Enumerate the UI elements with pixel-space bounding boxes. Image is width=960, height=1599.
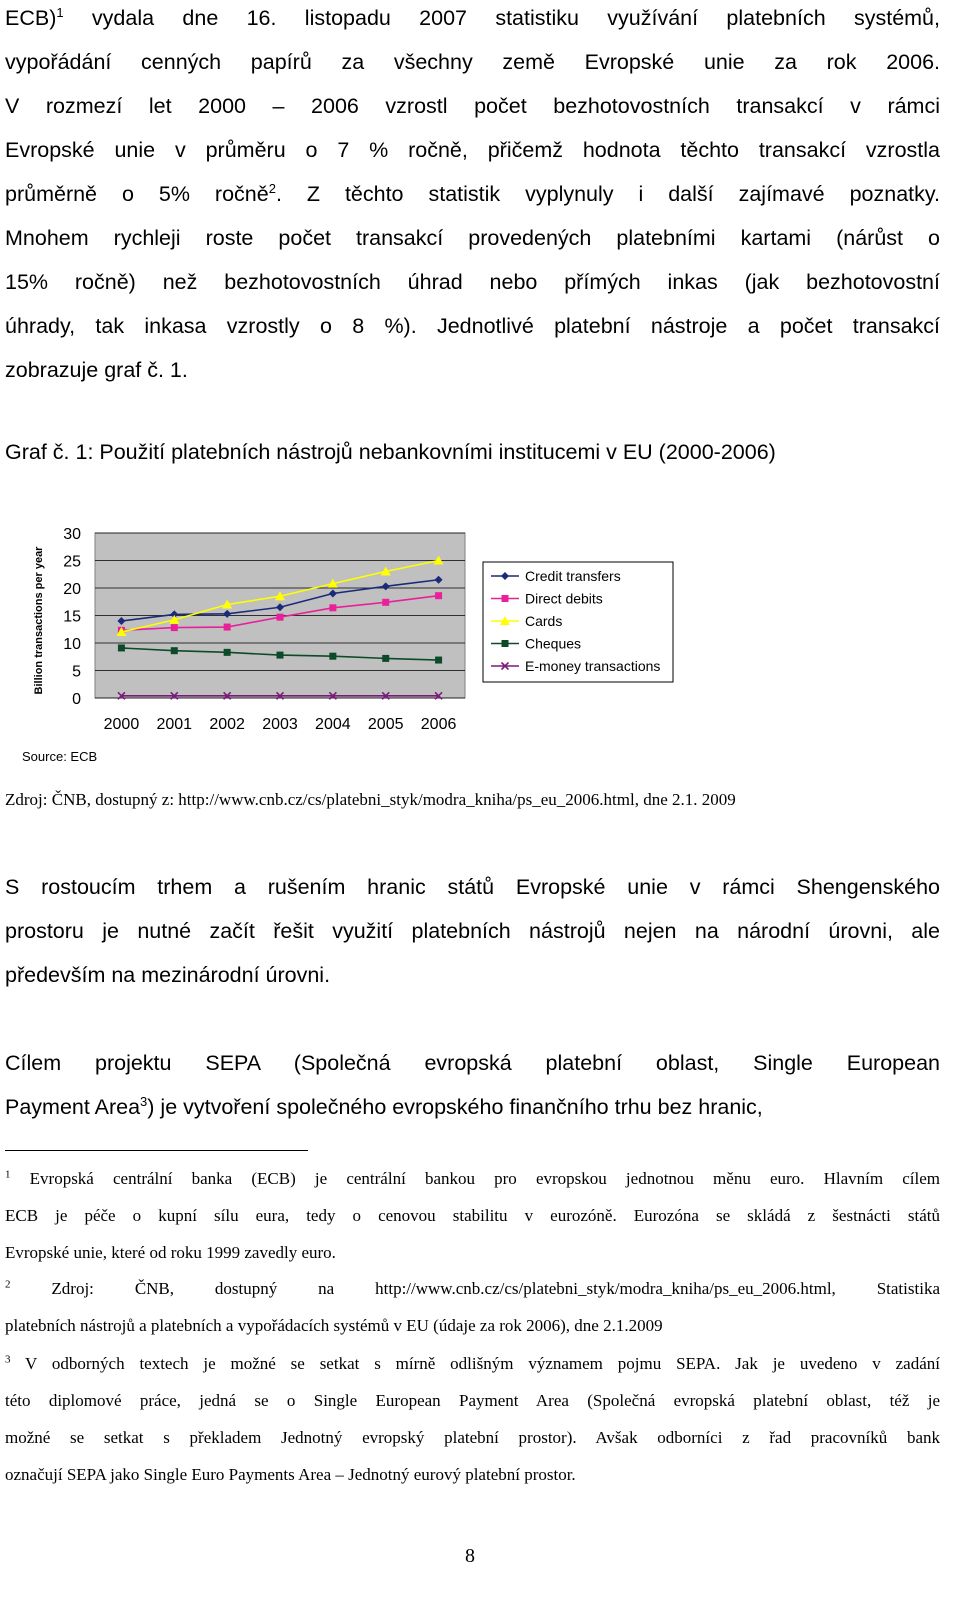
text-line [5,84,940,128]
data-point [329,604,336,611]
footnote-line [5,1419,940,1456]
text-run: ECB je péče o kupní sílu eura, tedy o cenovou stabilitu v eurozóně. Eurozóna se skládá z šestnácti států [5,1206,940,1225]
text-run: Evropská centrální banka (ECB) je centrální bankou pro evropskou jednotnou měnu euro. Hlavním cílem [10,1169,940,1188]
text-line [5,172,940,216]
text-line [5,128,940,172]
data-point [224,649,231,656]
text-run: Mnohem rychleji roste počet transakcí provedených platebními kartami (nárůst o [5,226,940,250]
footnote-3 [5,1345,940,1493]
legend-label: Cards [525,613,563,629]
text-run: . Z těchto statistik vyplynuly i další zajímavé poznatky. [275,182,940,206]
footnote-line [5,1382,940,1419]
y-axis-label: Billion transactions per year [33,546,45,695]
data-point [329,653,336,660]
text-run: Evropské unie v průměru o 7 % ročně, přičemž hodnota těchto transakcí vzrostla [5,138,940,162]
footnote-2 [5,1270,940,1344]
line-chart [0,505,700,775]
x-tick-label: 2003 [262,716,298,733]
data-point [118,644,125,651]
footnote-ref: 1 [56,4,64,20]
text-run: úhrady, tak inkasa vzrostly o 8 %). Jednotlivé platební nástroje a počet transakcí [5,314,940,338]
text-run: Cílem projektu SEPA (Společná evropská platební oblast, Single European [5,1051,940,1075]
y-tick-label: 15 [63,608,81,626]
x-tick-label: 2004 [315,716,351,733]
data-point [382,599,389,606]
footnote-ref: 3 [5,1353,11,1366]
footnote-separator [5,1150,308,1151]
text-run: této diplomové práce, jedná se o Single European Payment Area (Společná evropská platební oblast, též je [5,1391,940,1410]
footnote-ref: 2 [5,1278,11,1291]
text-line [5,865,940,909]
footnote-line [5,1270,940,1307]
y-tick-label: 0 [72,691,81,708]
text-line [5,0,940,40]
footnote-ref: 2 [268,180,276,196]
data-point [224,624,231,631]
x-tick-label: 2002 [209,716,245,733]
data-point [171,647,178,654]
text-run: Payment Area [5,1095,141,1119]
y-tick-label: 25 [63,553,81,571]
text-run: ) je vytvoření společného evropského finančního trhu bez hranic, [147,1095,763,1119]
footnote-line [5,1307,940,1344]
text-run: Zdroj: ČNB, dostupný na http://www.cnb.cz/cs/platebni_styk/modra_kniha/ps_eu_2006.html, Statistika [10,1279,940,1298]
text-run: V rozmezí let 2000 – 2006 vzrostl počet bezhotovostních transakcí v rámci [5,94,940,118]
text-run: průměrně o 5% ročně [5,182,269,206]
text-run: prostoru je nutné začít řešit využití platebních nástrojů nejen na národní úrovni, ale [5,919,940,943]
footnote-line [5,1197,940,1234]
intro-paragraph [5,0,940,392]
text-line [5,1085,940,1129]
text-run: S rostoucím trhem a rušením hranic států Evropské unie v rámci Shengenského [5,875,940,899]
text-run: možné se setkat s překladem Jednotný evropský platební prostor). Avšak odborníci z řad pracovníků bank [5,1428,940,1447]
x-tick-label: 2000 [103,716,140,733]
data-point [435,592,442,599]
text-line [5,260,940,304]
chart-source: Source: ECB [22,749,98,764]
text-run: platebních nástrojů a platebních a vypořádacích systémů v EU (údaje za rok 2006), dne 2.1.2009 [5,1316,663,1335]
data-point [171,624,178,631]
legend-label: Credit transfers [525,568,621,584]
paragraph-sepa [5,1041,940,1129]
y-tick-label: 20 [63,581,81,598]
x-tick-label: 2006 [420,716,457,733]
text-line [5,953,940,997]
text-line [5,348,940,392]
text-run: vypořádání cenných papírů za všechny země Evropské unie za rok 2006. [5,50,940,74]
legend-marker [502,595,509,602]
chart [0,505,700,775]
text-run: 15% ročně) než bezhotovostních úhrad nebo přímých inkas (jak bezhotovostní [5,270,940,294]
text-line [5,1041,940,1085]
text-run: označují SEPA jako Single Euro Payments Area – Jednotný eurový platební prostor. [5,1465,576,1484]
data-point [277,652,284,659]
paragraph-schengen [5,865,940,997]
x-tick-label: 2001 [156,716,193,733]
footnote-line [5,1456,940,1493]
text-run: zobrazuje graf č. 1. [5,358,188,382]
footnote-ref: 3 [140,1093,148,1109]
data-point [435,657,442,664]
graph-caption: Graf č. 1: Použití platebních nástrojů nebankovními institucemi v EU (2000-2006) [5,440,776,464]
y-tick-label: 10 [63,636,81,653]
text-line [5,216,940,260]
footnote-line [5,1160,940,1197]
footnote-ref: 1 [5,1168,11,1181]
text-line [5,304,940,348]
y-tick-label: 5 [72,663,81,681]
text-line [5,40,940,84]
legend-label: E-money transactions [525,658,661,674]
footnote-line [5,1234,940,1271]
footnote-1 [5,1160,940,1271]
page-number: 8 [465,1545,475,1567]
footnote-line [5,1345,940,1382]
x-tick-label: 2005 [367,716,404,733]
data-point [277,614,284,621]
legend-label: Direct debits [525,590,603,607]
text-run: především na mezinárodní úrovni. [5,963,331,987]
data-point [382,655,389,662]
source-note: Zdroj: ČNB, dostupný z: http://www.cnb.cz/cs/platebni_styk/modra_kniha/ps_eu_2006.html, dne 2.1. 2009 [5,790,736,809]
legend-marker [502,640,509,647]
text-run: V odborných textech je možné se setkat s mírně odlišným významem pojmu SEPA. Jak je uvedeno v zadání [10,1354,940,1373]
text-line [5,909,940,953]
text-run: vydala dne 16. listopadu 2007 statistiku využívání platebních systémů, [63,6,940,30]
legend-label: Cheques [525,635,582,652]
text-run: Evropské unie, které od roku 1999 zavedly euro. [5,1243,336,1262]
text-run: ECB) [5,6,57,30]
y-tick-label: 30 [63,526,81,543]
